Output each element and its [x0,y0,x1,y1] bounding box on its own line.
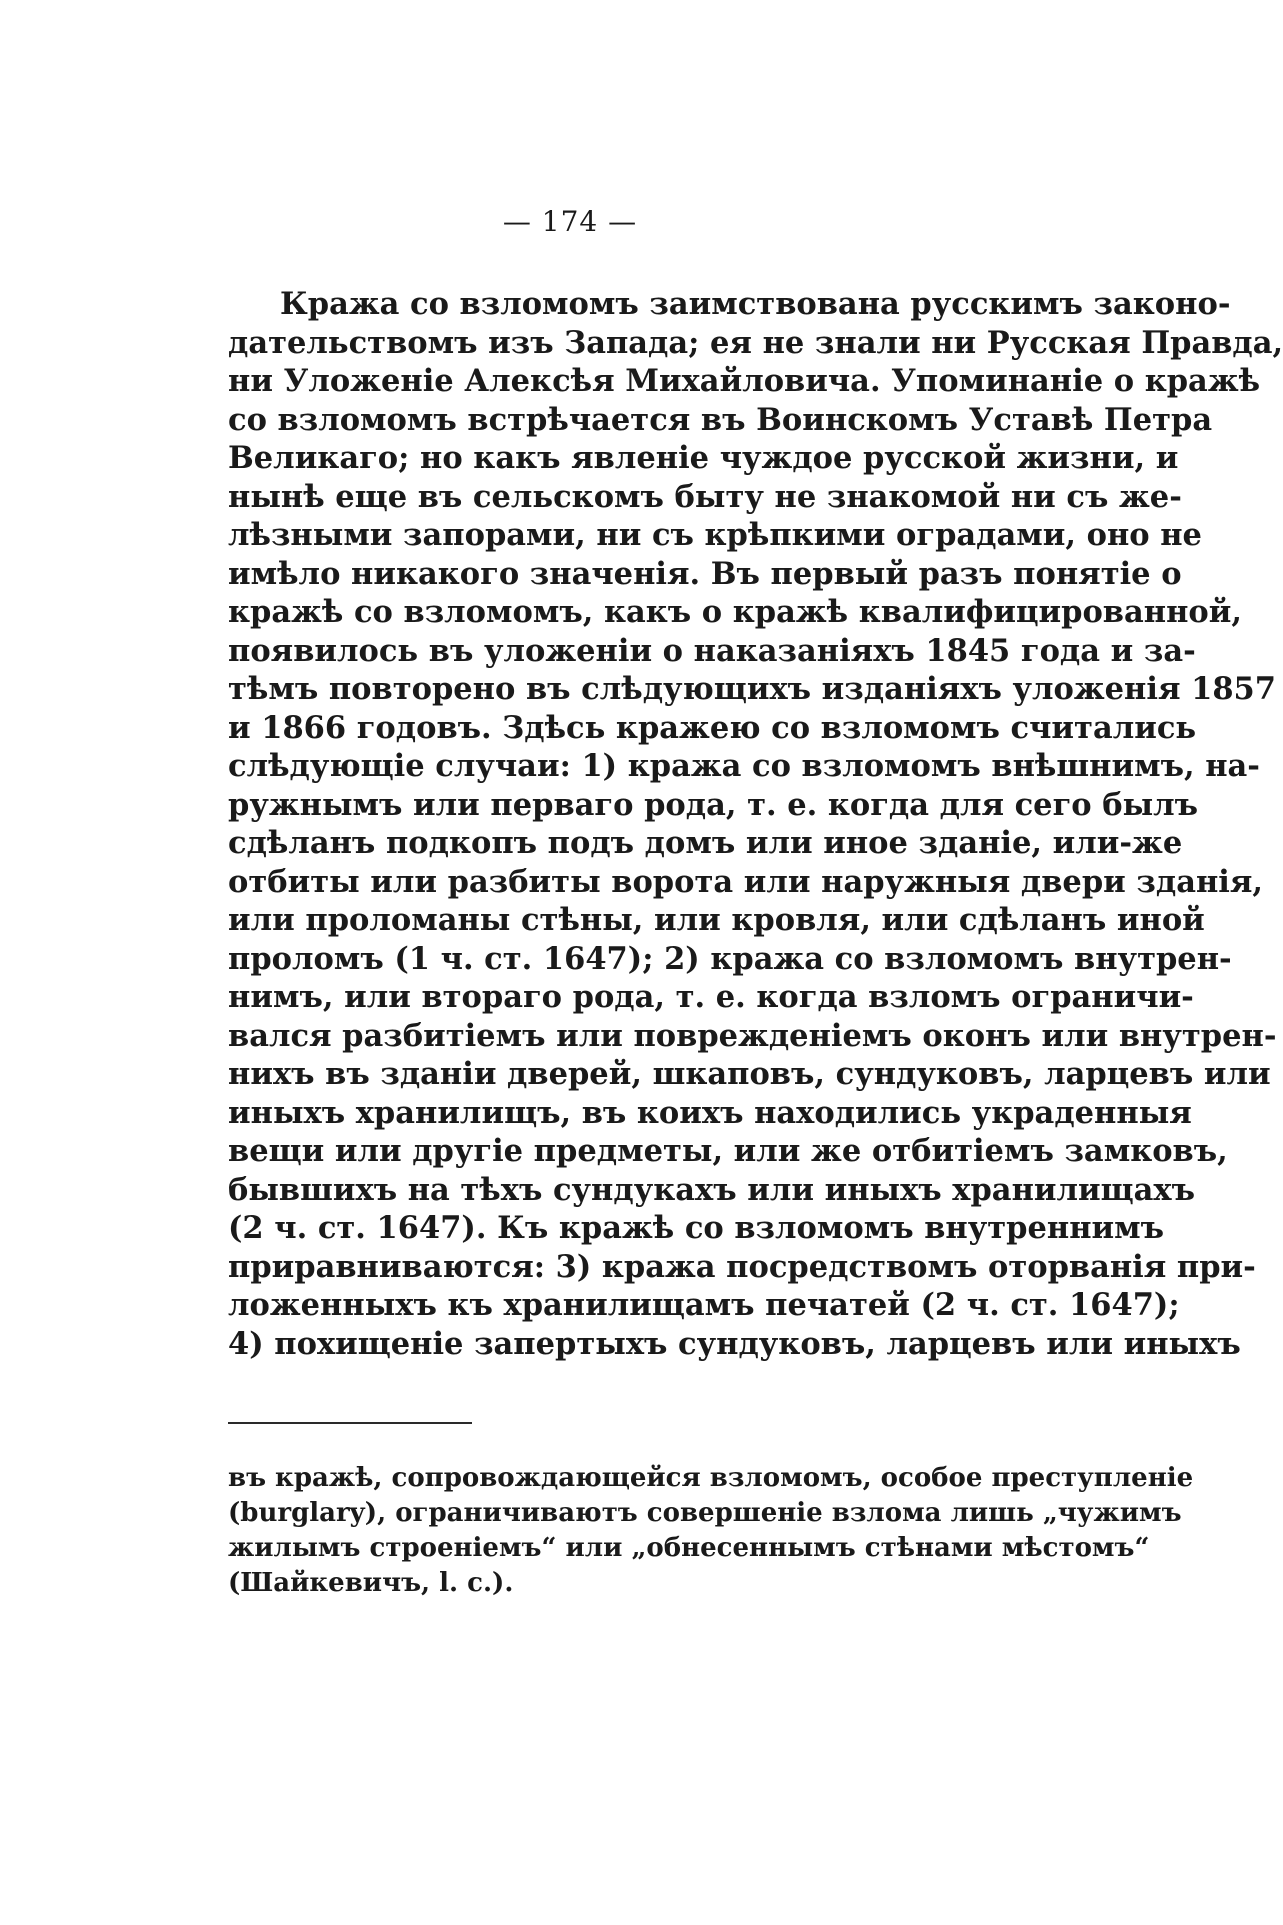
main-paragraph [228,285,1283,1363]
text-line: иныхъ хранилищъ, въ коихъ находились украденныя [228,1094,1192,1131]
text-line: лѣзными запорами, ни съ крѣпкими оградами, оно не [228,517,1202,553]
text-line: или проломаны стѣны, или кровля, или сдѣланъ иной [228,902,1205,938]
text-line: проломъ (1 ч. ст. 1647); 2) кража со взломомъ внутрен- [228,940,1232,977]
text-line: вещи или другіе предметы, или же отбитіемъ замковъ, [228,1133,1228,1169]
text-line: появилось въ уложеніи о наказаніяхъ 1845 года и за- [228,632,1196,669]
text-line: нимъ, или втораго рода, т. е. когда взломъ ограничи- [228,979,1194,1015]
text-line: Великаго; но какъ явленіе чуждое русской жизни, и [228,440,1179,476]
text-line: кражѣ со взломомъ, какъ о кражѣ квалифицированной, [228,594,1242,630]
footnote-line: жилымъ строеніемъ“ или „обнесеннымъ стѣнами мѣстомъ“ [228,1533,1150,1563]
text-line: приравниваются: 3) кража посредствомъ оторванія при- [228,1248,1256,1285]
page-number: — 174 — [502,205,638,238]
footnote-divider [228,1422,472,1424]
text-line: и 1866 годовъ. Здѣсь кражею со взломомъ считались [228,709,1197,746]
text-line: бывшихъ на тѣхъ сундукахъ или иныхъ хранилищахъ [228,1171,1195,1208]
footnote [228,1461,1194,1601]
text-line: ложенныхъ къ хранилищамъ печатей (2 ч. ст. 1647); [228,1287,1180,1323]
text-line: ружнымъ или перваго рода, т. е. когда для сего былъ [228,786,1199,823]
text-line: слѣдующіе случаи: 1) кража со взломомъ внѣшнимъ, на- [228,748,1260,784]
text-line: ни Уложеніе Алексѣя Михайловича. Упоминаніе о кражѣ [228,363,1261,399]
text-line: нынѣ еще въ сельскомъ быту не знакомой ни съ же- [228,478,1182,515]
text-line: нихъ въ зданіи дверей, шкаповъ, сундуковъ, ларцевъ или [228,1056,1271,1092]
text-line: вался разбитіемъ или поврежденіемъ оконъ или внутрен- [228,1017,1277,1054]
footnote-line: (Шайкевичъ, l. c.). [228,1568,514,1598]
text-line: дательствомъ изъ Запада; ея не знали ни Русская Правда, [228,324,1283,361]
text-line: 4) похищеніе запертыхъ сундуковъ, ларцевъ или иныхъ [228,1325,1241,1362]
footnote-line: (burglary), ограничиваютъ совершеніе взлома лишь „чужимъ [228,1498,1182,1528]
text-line: (2 ч. ст. 1647). Къ кражѣ со взломомъ внутреннимъ [228,1210,1165,1246]
text-line: со взломомъ встрѣчается въ Воинскомъ Уставѣ Петра [228,401,1213,438]
text-line: отбиты или разбиты ворота или наружныя двери зданія, [228,863,1264,900]
footnote-line: въ кражѣ, сопровождающейся взломомъ, особое преступленіе [228,1463,1194,1493]
text-line: Кража со взломомъ заимствована русскимъ законо- [280,286,1231,322]
text-line: тѣмъ повторено въ слѣдующихъ изданіяхъ уложенія 1857 [228,671,1276,707]
text-line: сдѣланъ подкопъ подъ домъ или иное зданіе, или-же [228,825,1183,861]
text-line: имѣло никакого значенія. Въ первый разъ понятіе о [228,555,1182,592]
